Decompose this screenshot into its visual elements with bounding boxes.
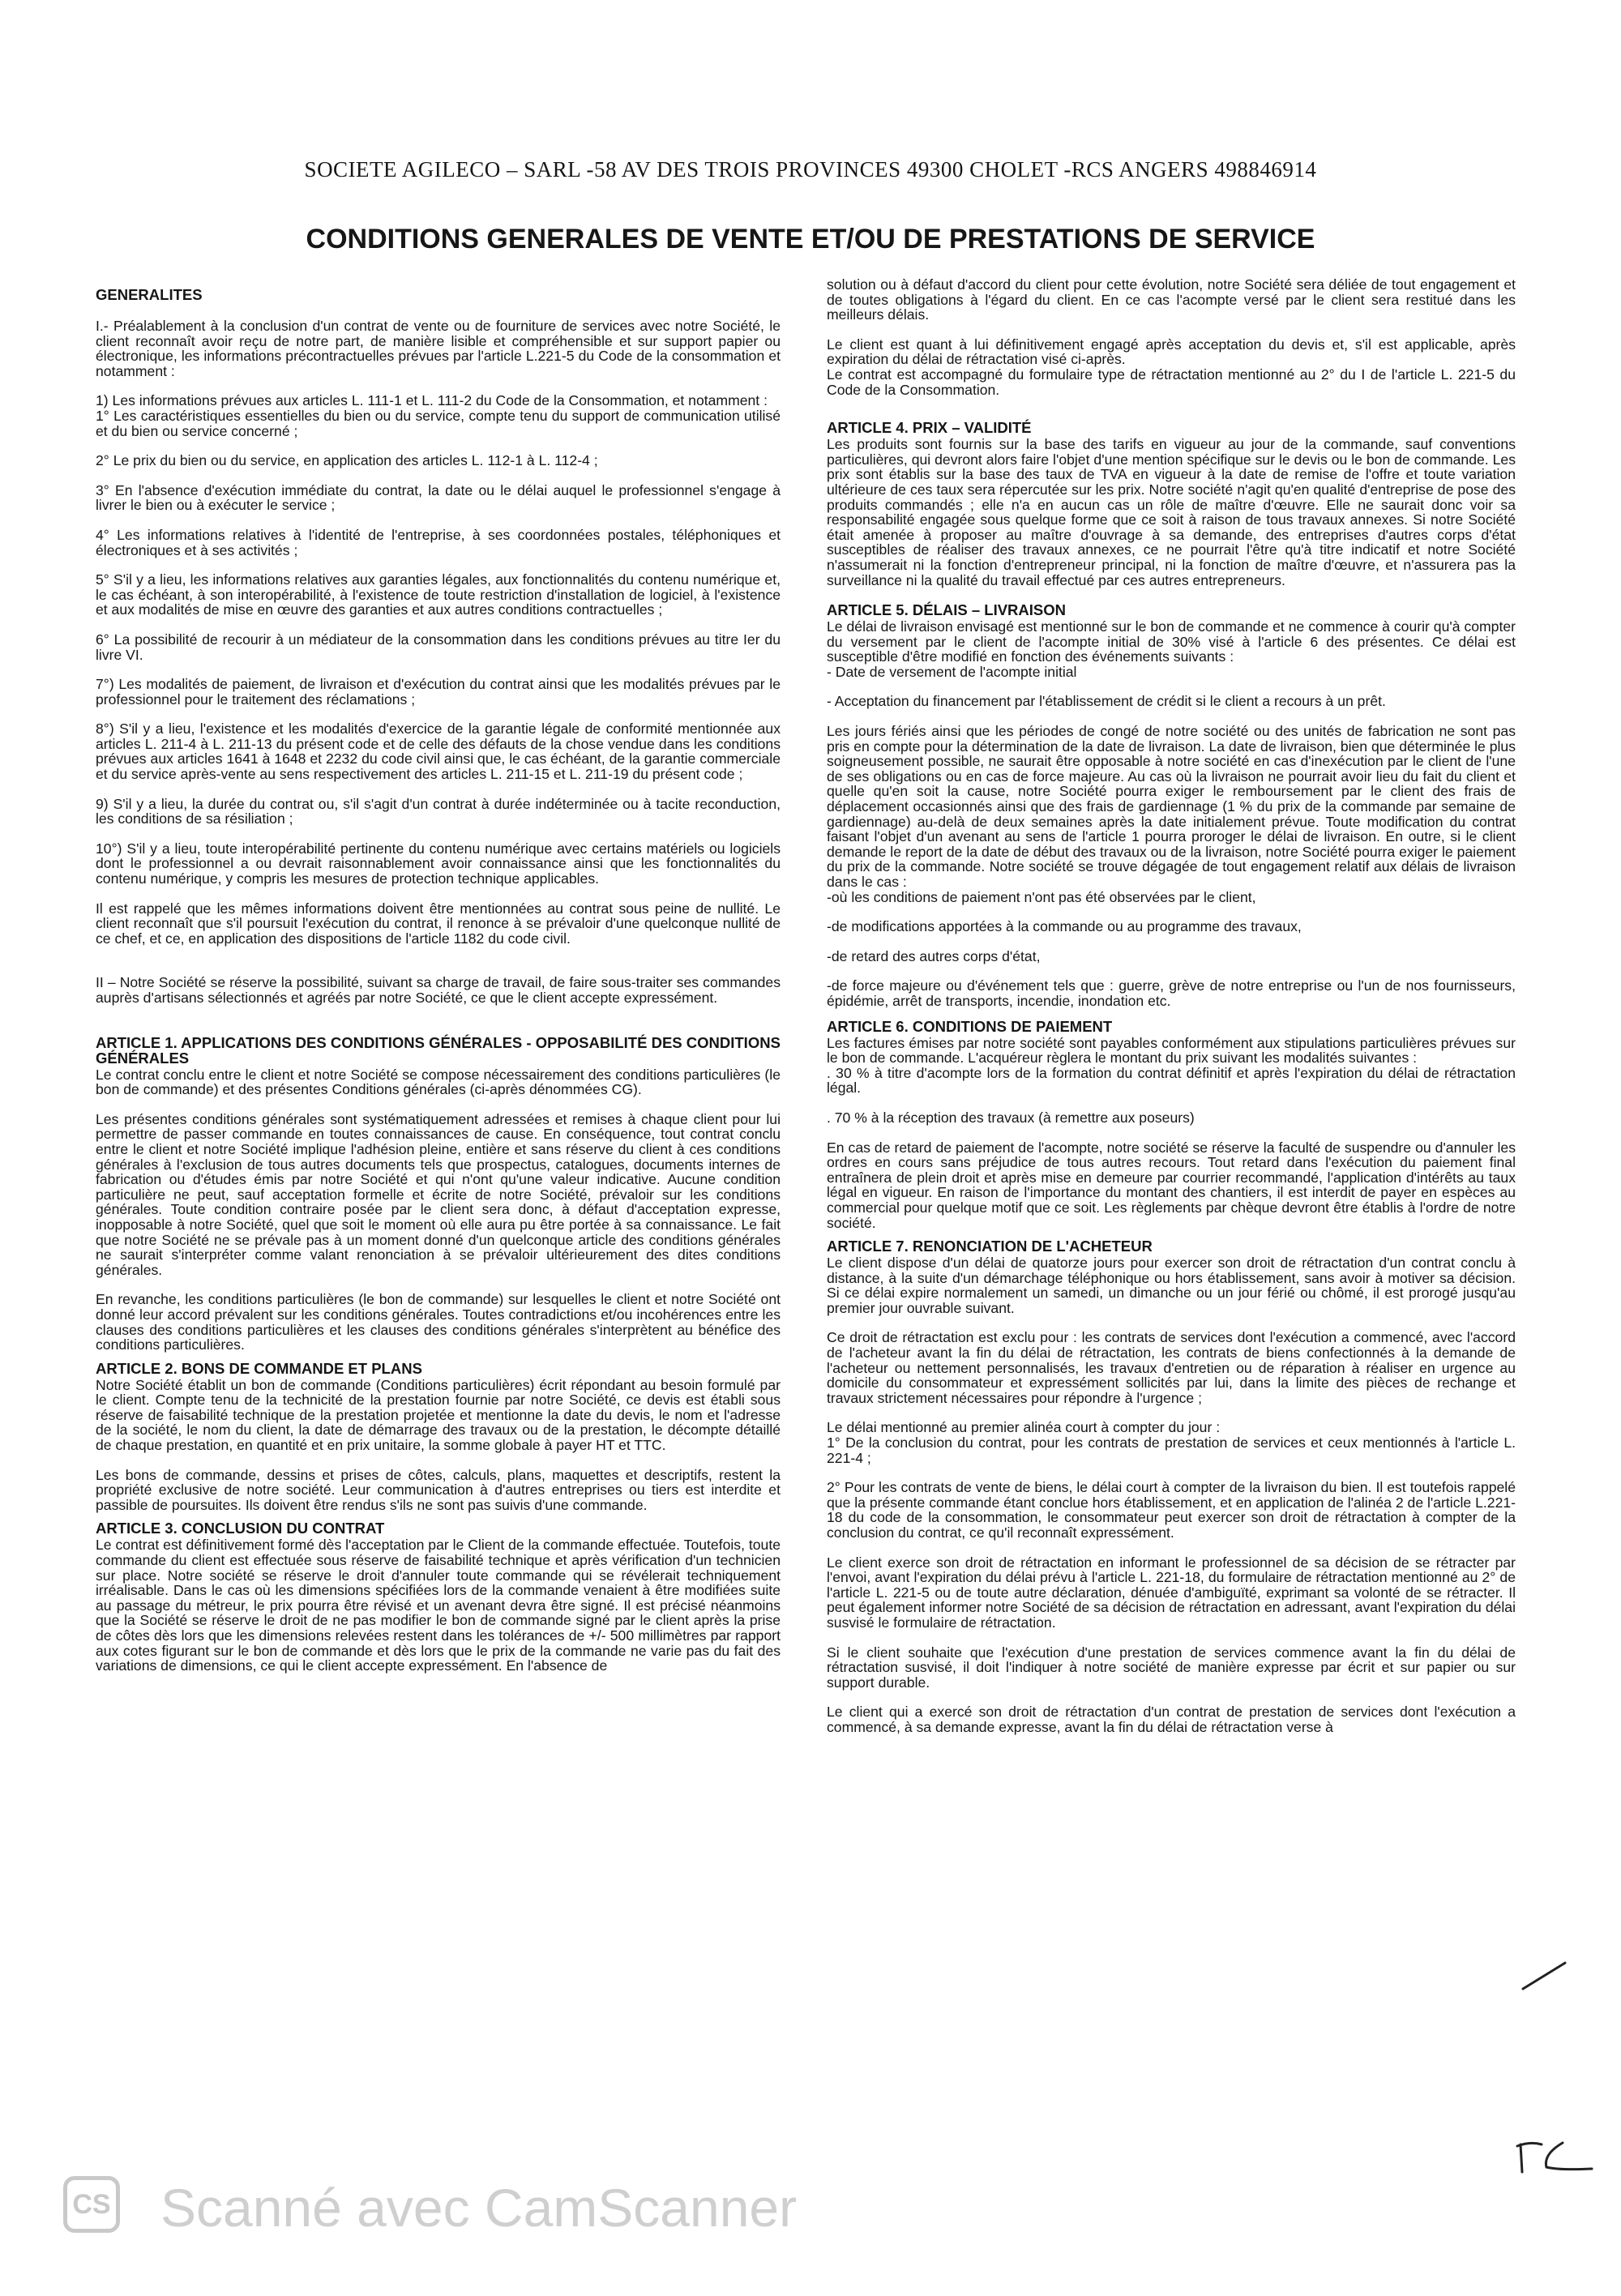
article-4-paragraph: Les produits sont fournis sur la base des tarifs en vigueur au jour de la commande, sauf conventions particulières, qui devront alors faire l'objet d'une mention spécifique sur le devis ou le bon de commande. Les prix sont établis sur la base des taux de TVA en vigueur à la date de remise de l'offre et toute variation ultérieure de ces taux sera répercutée sur les prix. Notre société n'agit qu'en qualité d'entreprise de pose des produits commandés ; elle n'a en aucun cas un rôle de maître d'œuvre. Elle ne saurait donc voir sa responsabilité engagée sous quelque forme que ce soit à raison de tous travaux annexes. Si notre Société était amenée à proposer au maître d'ouvrage à sa demande, des entreprises d'autres corps d'état susceptibles de réaliser des travaux annexes, ce ne pourrait l'être qu'à titre indicatif et notre Société n'assumerait ni la fonction d'entrepreneur principal, ni la fonction de maître d'œuvre, et n'assurera pas la surveillance ni la qualité du travail effectué par ces autres entrepreneurs. bbox=[827, 436, 1516, 588]
camscanner-logo: CS bbox=[63, 2176, 120, 2233]
paragraph-sous-traitance: II – Notre Société se réserve la possibilité, suivant sa charge de travail, de faire sous-traiter ses commandes auprès d'artisans sélectionnés et agréés par notre Société, ce que le client accepte expressément. bbox=[96, 974, 781, 1006]
list-item: 6° La possibilité de recourir à un médiateur de la consommation dans les conditions prévues au titre Ier du livre VI. bbox=[96, 631, 781, 663]
info-list bbox=[96, 408, 781, 887]
article-5-paragraph: Les jours fériés ainsi que les périodes de congé de notre société ou des unités de fabrication ne sont pas pris en compte pour la détermination de la date de livraison. La date de livraison, bien que déterminée le plus soigneusement possible, ne saurait être opposable à notre société en cas d'inexécution par le client de l'une de ses obligations ou en cas de force majeure. Au cas où la livraison ne pourrait avoir lieu du fait du client et quelle qu'en soit la cause, notre Société pourra exiger le remboursement par le client des frais de déplacement occasionnés ainsi que des frais de gardiennage (1 % du prix de la commande par semaine de gardiennage) au-delà de deux semaines après la date initialement prévue. Toute modification du contrat faisant l'objet d'un avenant au sens de l'article 1 pourra proroger le délai de livraison. En outre, si le client demande le report de la date de début des travaux ou de la livraison, notre Société pourra exiger le paiement du prix de la commande. Notre société se trouve dégagée de tout engagement relatif aux délais de livraison dans le cas : bbox=[827, 723, 1516, 890]
camscanner-watermark-text: Scanné avec CamScanner bbox=[160, 2178, 798, 2238]
left-column bbox=[96, 276, 781, 2067]
article-6-paragraph: Les factures émises par notre société sont payables conformément aux stipulations particulières prévues sur le bon de commande. L'acquéreur règlera le montant du prix suivant les modalités suivantes : bbox=[827, 1034, 1516, 1067]
list-item: -de force majeure ou d'événement tels que : guerre, grève de notre entreprise ou l'un de nos fournisseurs, épidémie, arrêt de transports, incendie, inondation etc. bbox=[827, 977, 1516, 1009]
handwritten-slash-mark bbox=[1520, 1960, 1568, 1992]
article-6-heading: ARTICLE 6. CONDITIONS DE PAIEMENT bbox=[827, 1017, 1113, 1035]
section-heading-generalites: GENERALITES bbox=[96, 286, 203, 303]
article-1-paragraph: Les présentes conditions générales sont systématiquement adressées et remises à chaque client pour lui permettre de passer commande en toutes connaissances de cause. En conséquence, tout contrat conclu entre le client et notre Société implique l'adhésion pleine, entière et sans réserve du client à ces conditions générales à l'exclusion de tous autres documents tels que prospectus, catalogues, documents internes de fabrication ou d'études émis par notre Société et qui n'ont qu'une valeur indicative. Aucune condition particulière ne peut, sauf acceptation formelle et écrite de notre Société, prévaloir sur les conditions générales. Toute condition contraire posée par le client sera donc, à défaut d'acceptation expresse, inopposable à notre Société, quel que soit le moment où elle aura pu être portée à sa connaissance. Le fait que notre Société ne se prévale pas à un moment donné d'un quelconque article des conditions générales ne saurait s'interpréter comme valant renonciation à se prévaloir ultérieurement des dites conditions générales. bbox=[96, 1110, 781, 1278]
list-item: 9) S'il y a lieu, la durée du contrat ou, s'il s'agit d'un contrat à durée indéterminée ou à tacite reconduction, les conditions de sa résiliation ; bbox=[96, 795, 781, 827]
article-7-paragraph: Le client exerce son droit de rétractation en informant le professionnel de sa décision de se rétracter par l'envoi, avant l'expiration du délai prévu à l'article L. 221-18, du formulaire de rétractation mentionné au 2° de l'article L. 221-5 ou de toute autre déclaration, dénuée d'ambiguïté, exprimant sa volonté de se rétracter. Il peut également informer notre Société de sa décision de rétractation en adressant, avant l'expiration du délai susvisé le formulaire de rétractation. bbox=[827, 1554, 1516, 1631]
article-7-paragraph: Ce droit de rétractation est exclu pour : les contrats de services dont l'exécution a commencé, avec l'accord de l'acheteur avant la fin du délai de rétractation, les contrats de biens confectionnés à la demande de l'acheteur ou nettement personnalisés, les travaux d'entretien ou de réparation à réaliser en urgence au domicile du consommateur et expressément sollicités par lui, dans la limite des pièces de rechange et travaux strictement nécessaires pour répondre à l'urgence ; bbox=[827, 1329, 1516, 1406]
article-3-paragraph: Le contrat est définitivement formé dès l'acceptation par le Client de la commande effectuée. Toutefois, toute commande du client est effectuée sous réserve de faisabilité technique et après vérification d'un technicien sur place. Notre société se réserve le droit d'annuler toute commande qui se révélerait techniquement irréalisable. Dans le cas où les dimensions spécifiées lors de la commande venaient à être modifiées suite au passage du métreur, le prix pourra être révisé et un avenant devra être signé. Il est précisé néanmoins que la Société se réserve le droit de ne pas modifier le bon de commande signé par le client après la prise de côtes dès lors que les dimensions relevées restent dans les tolérances de +/- 500 millimètres par rapport aux cotes figurant sur le bon de commande et dès lors que le prix de la commande ne varie pas du fait des variations de dimensions, ce qui le client accepte expressément. En l'absence de bbox=[96, 1537, 781, 1674]
article-5-paragraph: Le délai de livraison envisagé est mentionné sur le bon de commande et ne commence à courir qu'à compter du versement par le client de l'acompte initial de 30% visé à l'article 6 des présentes. Ce délai est susceptible d'être modifié en fonction des événements suivants : bbox=[827, 618, 1516, 665]
list-item: -où les conditions de paiement n'ont pas été observées par le client, bbox=[827, 888, 1256, 905]
company-header: SOCIETE AGILECO – SARL -58 AV DES TROIS PROVINCES 49300 CHOLET -RCS ANGERS 498846914 bbox=[304, 157, 1317, 182]
list-item: - Date de versement de l'acompte initial bbox=[827, 663, 1077, 680]
list-item: . 70 % à la réception des travaux (à remettre aux poseurs) bbox=[827, 1109, 1195, 1126]
article-7-paragraph: Le client dispose d'un délai de quatorze jours pour exercer son droit de rétractation d'un contrat conclu à distance, à la suite d'un démarchage téléphonique ou hors établissement, sans avoir à motiver sa décision. Si ce délai expire normalement un samedi, un dimanche ou un jour férié ou chômé, il est prorogé jusqu'au premier jour ouvrable suivant. bbox=[827, 1255, 1516, 1316]
list-item: -de retard des autres corps d'état, bbox=[827, 947, 1041, 964]
article-1-paragraph: Le contrat conclu entre le client et notre Société se compose nécessairement des conditions particulières (le bon de commande) et des présentes Conditions générales (ci-après dénommées CG). bbox=[96, 1066, 781, 1098]
paragraph-rappel: Il est rappelé que les mêmes informations doivent être mentionnées au contrat sous peine de nullité. Le client reconnaît que s'il poursuit l'exécution du contrat, il renonce à se prévaloir d'une quelconque nullité de ce chef, et ce, en application des dispositions de l'article 1182 du code civil. bbox=[96, 900, 781, 947]
article-1-heading: ARTICLE 1. APPLICATIONS DES CONDITIONS GÉNÉRALES - OPPOSABILITÉ DES CONDITIONS GÉNÉRALES bbox=[96, 1033, 781, 1067]
list-item: . 30 % à titre d'acompte lors de la formation du contrat définitif et après l'expiration du délai de rétractation légal. bbox=[827, 1064, 1516, 1097]
handwritten-initials bbox=[1514, 2140, 1595, 2176]
article-5-heading: ARTICLE 5. DÉLAIS – LIVRAISON bbox=[827, 601, 1067, 619]
list-item: 2° Le prix du bien ou du service, en application des articles L. 112-1 à L. 112-4 ; bbox=[96, 452, 598, 469]
right-column bbox=[827, 277, 1516, 2068]
article-7-paragraph: Si le client souhaite que l'exécution d'une prestation de services commence avant la fin du délai de rétractation susvisé, il doit l'indiquer à notre société de manière expresse par écrit et sur papier ou sur support durable. bbox=[827, 1644, 1516, 1691]
paragraph-intro: I.- Préalablement à la conclusion d'un contrat de vente ou de fourniture de services avec notre Société, le client reconnaît avoir reçu de notre part, de manière lisible et compréhensible et sur support papier ou électronique, les informations précontractuelles prévues par l'article L.221-5 du Code de la consommation et notamment : bbox=[96, 318, 781, 379]
document-title: CONDITIONS GENERALES DE VENTE ET/OU DE PRESTATIONS DE SERVICE bbox=[306, 224, 1315, 254]
article-7-paragraph: Le client qui a exercé son droit de rétractation d'un contrat de prestation de services dont l'exécution a commencé, à sa demande expresse, avant la fin du délai de rétractation verse à bbox=[827, 1704, 1516, 1735]
list-item: 2° Pour les contrats de vente de biens, le délai court à compter de la livraison du bien. Il est toutefois rappelé que la présente commande étant conclue hors établissement, et en application de l'alinéa 2 de l'article L.221-18 du code de la consommation, le consommateur peut exercer son droit de rétractation à compter de la conclusion du contrat, ce qu'il reconnaît expressément. bbox=[827, 1479, 1516, 1541]
list-item: -de modifications apportées à la commande ou au programme des travaux, bbox=[827, 918, 1302, 935]
paragraph-info-lead: 1) Les informations prévues aux articles L. 111-1 et L. 111-2 du Code de la Consommation, et notamment : bbox=[96, 392, 768, 409]
paragraph-formulaire: Le contrat est accompagné du formulaire type de rétractation mentionné au 2° du I de l'article L. 221-5 du Code de la Consommation. bbox=[827, 366, 1516, 398]
list-item: - Acceptation du financement par l'établissement de crédit si le client a recours à un prêt. bbox=[827, 693, 1386, 710]
list-item: 7°) Les modalités de paiement, de livraison et d'exécution du contrat ainsi que les modalités prévues par le professionnel pour le traitement des réclamations ; bbox=[96, 676, 781, 708]
list-item: 1° De la conclusion du contrat, pour les contrats de prestation de services et ceux mentionnés à l'article L. 221-4 ; bbox=[827, 1434, 1516, 1466]
paragraph-continuation: solution ou à défaut d'accord du client pour cette évolution, notre Société sera déliée de tout engagement et de toutes obligations à l'égard du client. En ce cas l'acompte versé par le client sera restitué dans les meilleurs délais. bbox=[827, 277, 1516, 323]
article-3-heading: ARTICLE 3. CONCLUSION DU CONTRAT bbox=[96, 1520, 385, 1537]
list-item: 4° Les informations relatives à l'identité de l'entreprise, à ses coordonnées postales, téléphoniques et électroniques et à ses activités ; bbox=[96, 526, 781, 558]
article-6-paragraph: En cas de retard de paiement de l'acompte, notre société se réserve la faculté de suspendre ou d'annuler les ordres en cours sans préjudice de tous autres recours. Tout retard dans l'exécution du paiement final entraînera de plein droit et après mise en demeure par courrier recommandé, l'application d'intérêts au taux légal en vigueur. En raison de l'importance du montant des chantiers, il est interdit de payer en espèces au commercial pour quelque motif que ce soit. Les règlements par chèque devront être établis à l'ordre de notre société. bbox=[827, 1139, 1516, 1231]
article-4-heading: ARTICLE 4. PRIX – VALIDITÉ bbox=[827, 419, 1032, 437]
list-item: 3° En l'absence d'exécution immédiate du contrat, la date ou le délai auquel le professionnel s'engage à livrer le bien ou à exécuter le service ; bbox=[96, 481, 781, 514]
paragraph-engagement: Le client est quant à lui définitivement engagé après acceptation du devis et, s'il est applicable, après expiration du délai de rétractation visé ci-après. bbox=[827, 336, 1516, 368]
list-item: 1° Les caractéristiques essentielles du bien ou du service, compte tenu du support de communication utilisé et du bien ou service concerné ; bbox=[96, 407, 781, 439]
article-1-paragraph: En revanche, les conditions particulières (le bon de commande) sur lesquelles le client et notre Société ont donné leur accord prévalent sur les conditions générales. Toutes contradictions et/ou incohérences entre les clauses des conditions particulières et les clauses des conditions générales s'interprètent au bénéfice des conditions particulières. bbox=[96, 1291, 781, 1353]
article-2-paragraph: Les bons de commande, dessins et prises de côtes, calculs, plans, maquettes et descriptifs, restent la propriété exclusive de notre société. Leur communication à d'autres entreprises ou tiers est interdite et passible de poursuites. Ils doivent être rendus s'ils ne sont pas suivis d'une commande. bbox=[96, 1466, 781, 1513]
list-item: 8°) S'il y a lieu, l'existence et les modalités d'exercice de la garantie légale de conformité mentionnée aux articles L. 211-4 à L. 211-13 du présent code et de celle des défauts de la chose vendue dans les conditions prévues aux articles 1641 à 1648 et 2232 du code civil ainsi que, le cas échéant, de la garantie commerciale et du service après-vente au sens respectivement des articles L. 211-15 et L. 211-19 du présent code ; bbox=[96, 720, 781, 783]
article-2-heading: ARTICLE 2. BONS DE COMMANDE ET PLANS bbox=[96, 1359, 422, 1377]
list-item: 10°) S'il y a lieu, toute interopérabilité pertinente du contenu numérique avec certains matériels ou logiciels dont le professionnel a ou devrait raisonnablement avoir connaissance ainsi que les fonctionnalités du contenu numérique, y compris les mesures de protection technique applicables. bbox=[96, 840, 781, 887]
article-7-heading: ARTICLE 7. RENONCIATION DE L'ACHETEUR bbox=[827, 1238, 1153, 1255]
list-item: 5° S'il y a lieu, les informations relatives aux garanties légales, aux fonctionnalités du contenu numérique et, le cas échéant, à son interopérabilité, à l'existence de toute restriction d'installation de logiciel, à l'existence et aux modalités de mise en œuvre des garanties et aux autres conditions contractuelles ; bbox=[96, 571, 781, 618]
article-7-paragraph: Le délai mentionné au premier alinéa court à compter du jour : bbox=[827, 1419, 1221, 1436]
article-2-paragraph: Notre Société établit un bon de commande (Conditions particulières) écrit répondant au besoin formulé par le client. Compte tenu de la technicité de la prestation fournie par notre Société, ce devis est établi sous réserve de faisabilité technique de la prestation projetée et mentionne la date du devis, le nom et l'adresse de la société, le nom du client, la date de démarrage des travaux ou de la prestation, le décompte détaillé de chaque prestation, en quantité et en prix unitaire, la somme globale à payer HT et TTC. bbox=[96, 1376, 781, 1454]
